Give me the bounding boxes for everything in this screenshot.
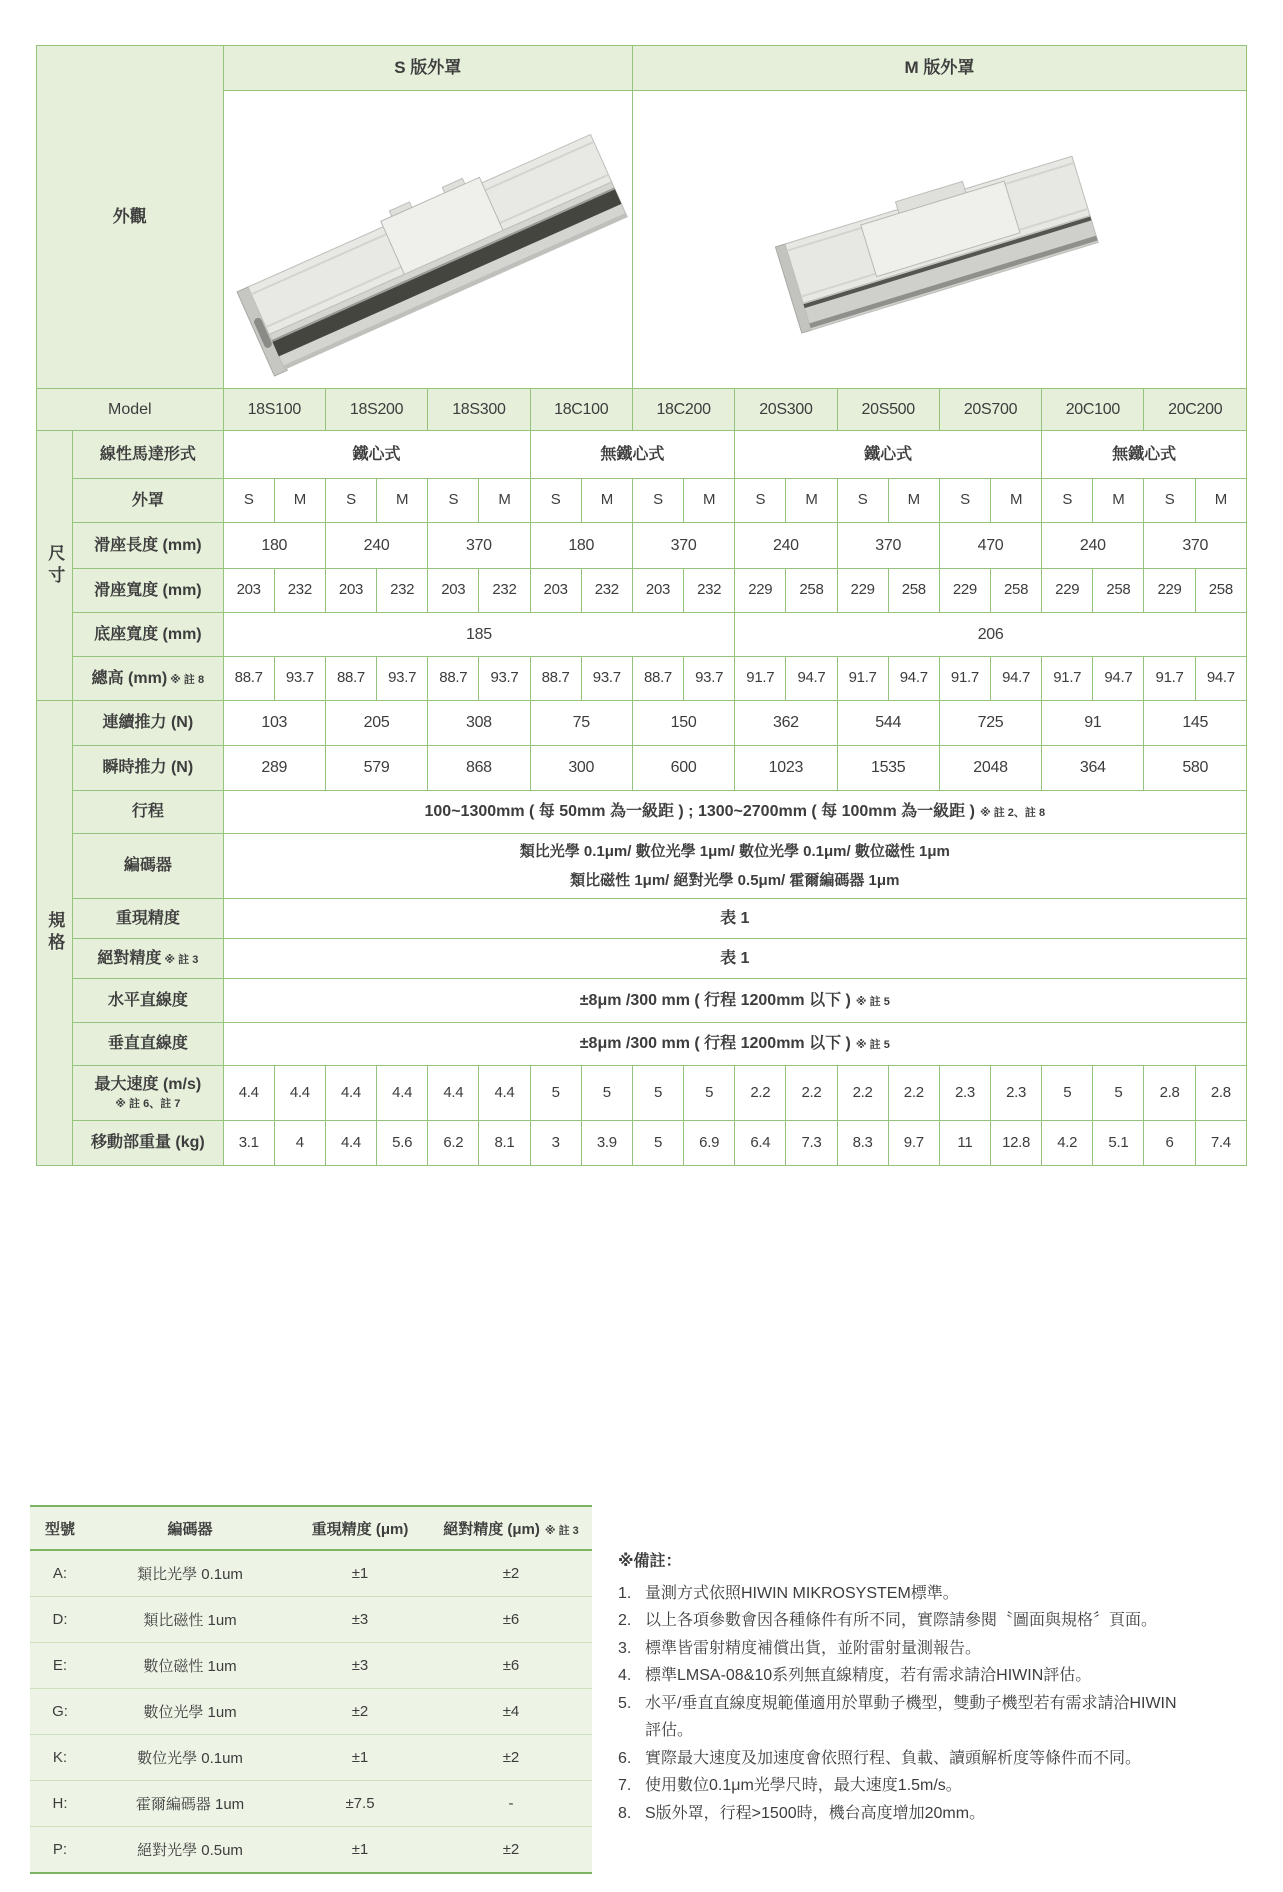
value-cell: M xyxy=(274,479,325,523)
row-label-note: ※ 註 6、註 7 xyxy=(115,1097,181,1110)
model-cell: 18S300 xyxy=(428,389,530,431)
spec-row-slider_width xyxy=(37,569,1247,613)
encoder-table-row xyxy=(30,1735,592,1781)
model-cell: 20S300 xyxy=(735,389,837,431)
encoder-code-cell: P: xyxy=(52,1841,68,1858)
value-cell: 7.3 xyxy=(786,1121,837,1166)
row-label-base_width: 底座寬度 (mm) xyxy=(73,613,223,657)
value-cell: S xyxy=(837,479,888,523)
value-cell: 370 xyxy=(428,523,530,569)
value-cell: 232 xyxy=(479,569,530,613)
value-cell: 93.7 xyxy=(479,657,530,701)
encoder-repeat-cell: ±2 xyxy=(290,1689,430,1735)
encoder-code-cell: G: xyxy=(30,1689,90,1735)
value-cell: 88.7 xyxy=(223,657,274,701)
value-cell: 580 xyxy=(1144,746,1247,791)
value-cell: 206 xyxy=(735,613,1247,657)
value-cell: 308 xyxy=(428,701,530,746)
value-cell: 4.4 xyxy=(223,1066,274,1121)
encoder-absolute-cell: ±2 xyxy=(502,1841,520,1858)
value-cell: 229 xyxy=(837,569,888,613)
value-cell: 2.2 xyxy=(837,1066,888,1121)
note-number: 7. xyxy=(618,1777,632,1794)
value-cell: 2.2 xyxy=(888,1066,939,1121)
encoder-repeat-cell: ±1 xyxy=(290,1550,430,1597)
value-cell: 362 xyxy=(735,701,837,746)
value-cell: 4.4 xyxy=(325,1066,376,1121)
value-cell: 88.7 xyxy=(632,657,683,701)
encoder-code-cell: D: xyxy=(30,1597,90,1643)
value-cell: 229 xyxy=(1144,569,1195,613)
value-cell: S xyxy=(632,479,683,523)
value-cell: 表 1 xyxy=(223,939,1246,979)
encoder-code-cell: E: xyxy=(30,1643,90,1689)
note-number: 6. xyxy=(618,1749,632,1767)
value-cell: 725 xyxy=(939,701,1041,746)
value-cell: 103 xyxy=(223,701,325,746)
value-cell: 4.2 xyxy=(1042,1121,1093,1166)
model-cell: 18S200 xyxy=(325,389,427,431)
value-cell: 6 xyxy=(1144,1121,1195,1166)
value-cell: ±8μm /300 mm ( 行程 1200mm 以下 ) ※ 註 5 xyxy=(223,1023,1246,1066)
notes-block xyxy=(618,1548,1178,1827)
value-cell: 91.7 xyxy=(1144,657,1195,701)
value-cell: 2.8 xyxy=(1144,1066,1195,1121)
model-row xyxy=(37,389,1247,431)
spec-row-v_straight xyxy=(37,1023,1247,1066)
encoder-encoder-cell: 絕對光學 0.5um xyxy=(137,1842,243,1859)
note-text: 量測方式依照HIWIN MIKROSYSTEM標準。 xyxy=(645,1584,959,1602)
value-cell: 229 xyxy=(1042,569,1093,613)
value-cell: 203 xyxy=(530,569,581,613)
value-cell: 94.7 xyxy=(1093,657,1144,701)
value-cell: 3.9 xyxy=(581,1121,632,1166)
encoder-accuracy-table xyxy=(30,1505,592,1874)
value-cell: 145 xyxy=(1144,701,1247,746)
value-cell: 229 xyxy=(939,569,990,613)
encoder-accuracy-table-wrap xyxy=(30,1505,592,1874)
encoder-absolute-cell: ±2 xyxy=(430,1735,592,1781)
value-cell: M xyxy=(1195,479,1246,523)
spec-row-stroke xyxy=(37,791,1247,834)
encoder-encoder-cell: 類比光學 0.1um xyxy=(90,1550,290,1597)
value-cell: M xyxy=(1093,479,1144,523)
spec-row-base_width xyxy=(37,613,1247,657)
note-item xyxy=(618,1690,1178,1745)
spec-row-moving_weight xyxy=(37,1121,1247,1166)
value-cell: 無鐵心式 xyxy=(1042,431,1247,479)
spec-row-cover xyxy=(37,479,1247,523)
value-cell: 93.7 xyxy=(581,657,632,701)
spec-row-abs_acc xyxy=(37,939,1247,979)
value-cell: 88.7 xyxy=(325,657,376,701)
model-cell: 18C200 xyxy=(632,389,734,431)
cover-header-row xyxy=(37,46,1247,91)
value-cell: 258 xyxy=(888,569,939,613)
encoder-code-cell: K: xyxy=(30,1735,90,1781)
value-cell: 12.8 xyxy=(991,1121,1042,1166)
row-label-h_straight: 水平直線度 xyxy=(73,979,223,1023)
s-cover-product-image xyxy=(226,95,630,385)
note-text: 實際最大速度及加速度會依照行程、負載、讀頭解析度等條件而不同。 xyxy=(645,1749,1142,1767)
spec-row-motor_type xyxy=(37,431,1247,479)
row-label-cont_force: 連續推力 (N) xyxy=(73,701,223,746)
value-cell: 93.7 xyxy=(274,657,325,701)
value-cell: 258 xyxy=(786,569,837,613)
encoder-absolute-cell: - xyxy=(430,1781,592,1827)
model-cell: 20C200 xyxy=(1144,389,1247,431)
value-cell: 868 xyxy=(428,746,530,791)
value-cell: M xyxy=(888,479,939,523)
value-cell: 6.2 xyxy=(428,1121,479,1166)
value-cell: 3 xyxy=(530,1121,581,1166)
encoder-table-header: 重現精度 (μm) xyxy=(290,1506,430,1550)
note-item xyxy=(618,1607,1178,1635)
value-cell: 364 xyxy=(1042,746,1144,791)
value-cell: 4 xyxy=(274,1121,325,1166)
encoder-table-header: 型號 xyxy=(30,1506,90,1550)
value-cell: S xyxy=(1144,479,1195,523)
model-cell: 20S700 xyxy=(939,389,1041,431)
value-cell: 180 xyxy=(530,523,632,569)
value-cell: S xyxy=(939,479,990,523)
encoder-table-row xyxy=(30,1827,592,1874)
value-cell: 203 xyxy=(223,569,274,613)
value-cell: 91 xyxy=(1042,701,1144,746)
value-cell: 4.4 xyxy=(377,1066,428,1121)
value-cell: 91.7 xyxy=(735,657,786,701)
note-item xyxy=(618,1635,1178,1663)
value-cell: 1535 xyxy=(837,746,939,791)
value-cell: 6.4 xyxy=(735,1121,786,1166)
model-cell: 18C100 xyxy=(530,389,632,431)
value-cell: 4.4 xyxy=(479,1066,530,1121)
header-note: ※ 註 3 xyxy=(544,1524,579,1537)
row-label-note: ※ 註 8 xyxy=(170,673,205,686)
encoder-encoder-cell: 類比磁性 1um xyxy=(90,1597,290,1643)
note-number: 1. xyxy=(618,1584,632,1602)
m-cover-product-image xyxy=(759,140,1119,340)
value-cell: S xyxy=(223,479,274,523)
value-cell: 370 xyxy=(1144,523,1247,569)
value-cell: 258 xyxy=(991,569,1042,613)
value-cell: 4.4 xyxy=(325,1121,376,1166)
spec-row-total_height xyxy=(37,657,1247,701)
value-cell: ±8μm /300 mm ( 行程 1200mm 以下 ) ※ 註 5 xyxy=(223,979,1246,1023)
row-label-slider_length: 滑座長度 (mm) xyxy=(73,523,223,569)
row-label-cover: 外罩 xyxy=(73,479,223,523)
value-cell: 91.7 xyxy=(1042,657,1093,701)
note-number: 2. xyxy=(618,1612,632,1629)
s-cover-header: S 版外罩 xyxy=(223,46,632,91)
encoder-repeat-cell: ±3 xyxy=(290,1643,430,1689)
note-text: 標準皆雷射精度補償出貨，並附雷射量測報告。 xyxy=(645,1639,982,1657)
value-cell: 94.7 xyxy=(786,657,837,701)
value-cell: 240 xyxy=(325,523,427,569)
value-cell: 5 xyxy=(1093,1066,1144,1121)
value-cell: 5.6 xyxy=(377,1121,428,1166)
m-cover-header: M 版外罩 xyxy=(632,46,1246,91)
model-row-label: Model xyxy=(37,389,224,431)
encoder-table-header: 絕對精度 (μm) ※ 註 3 xyxy=(430,1506,592,1550)
note-number: 3. xyxy=(618,1639,632,1657)
value-cell xyxy=(223,834,1246,899)
section-label-specs: 規格 xyxy=(37,701,73,1166)
value-cell: 4.4 xyxy=(274,1066,325,1121)
value-cell: 5.1 xyxy=(1093,1121,1144,1166)
encoder-encoder-cell: 數位磁性 1um xyxy=(90,1643,290,1689)
row-label-moving_weight: 移動部重量 (kg) xyxy=(73,1121,223,1166)
note-text: 以上各項參數會因各種條件有所不同，實際請參閱〝圖面與規格〞頁面。 xyxy=(645,1612,1158,1629)
value-cell: 2.2 xyxy=(735,1066,786,1121)
value-cell: 5 xyxy=(581,1066,632,1121)
encoder-option-line: 類比磁性 1μm/ 絕對光學 0.5μm/ 霍爾編碼器 1μm xyxy=(570,872,900,889)
value-cell: 185 xyxy=(223,613,735,657)
model-cell: 20S500 xyxy=(837,389,939,431)
value-cell: 240 xyxy=(735,523,837,569)
value-cell: 鐵心式 xyxy=(735,431,1042,479)
model-cell: 20C100 xyxy=(1042,389,1144,431)
value-cell: 91.7 xyxy=(837,657,888,701)
value-cell: 93.7 xyxy=(377,657,428,701)
spec-row-encoder xyxy=(37,834,1247,899)
note-text: 標準LMSA-08&10系列無直線精度，若有需求請洽HIWIN評估。 xyxy=(645,1667,1092,1684)
value-cell: 232 xyxy=(377,569,428,613)
encoder-repeat-cell: ±1 xyxy=(351,1841,369,1858)
value-cell: 5 xyxy=(632,1066,683,1121)
row-label-max_speed: 最大速度 (m/s) ※ 註 6、註 7 xyxy=(73,1066,223,1121)
value-cell: 無鐵心式 xyxy=(530,431,735,479)
value-cell: 94.7 xyxy=(991,657,1042,701)
value-cell: 9.7 xyxy=(888,1121,939,1166)
spec-row-cont_force xyxy=(37,701,1247,746)
encoder-table-row xyxy=(30,1550,592,1597)
note-item xyxy=(618,1745,1178,1773)
appearance-label: 外觀 xyxy=(37,46,224,389)
model-cell: 18S100 xyxy=(223,389,325,431)
value-cell: 鐵心式 xyxy=(223,431,530,479)
spec-row-h_straight xyxy=(37,979,1247,1023)
encoder-table-row xyxy=(30,1597,592,1643)
value-cell: 7.4 xyxy=(1195,1121,1246,1166)
value-cell: S xyxy=(530,479,581,523)
value-note: ※ 註 2、註 8 xyxy=(979,807,1046,819)
value-cell: 205 xyxy=(325,701,427,746)
encoder-code-cell: A: xyxy=(30,1550,90,1597)
value-cell: 240 xyxy=(1042,523,1144,569)
encoder-absolute-cell: ±6 xyxy=(430,1597,592,1643)
value-cell: 2.8 xyxy=(1195,1066,1246,1121)
s-cover-image-cell xyxy=(223,91,632,389)
value-cell: 5 xyxy=(530,1066,581,1121)
value-cell: M xyxy=(581,479,632,523)
value-cell: S xyxy=(325,479,376,523)
value-cell: M xyxy=(479,479,530,523)
value-note: ※ 註 5 xyxy=(855,995,890,1008)
value-cell: 232 xyxy=(274,569,325,613)
value-cell: 8.3 xyxy=(837,1121,888,1166)
encoder-table-row xyxy=(30,1643,592,1689)
value-cell: 88.7 xyxy=(530,657,581,701)
note-number: 8. xyxy=(618,1804,632,1822)
value-cell: 11 xyxy=(939,1121,990,1166)
value-cell: M xyxy=(377,479,428,523)
value-cell: 232 xyxy=(684,569,735,613)
section-label-dimensions: 尺寸 xyxy=(37,431,73,701)
value-cell: S xyxy=(428,479,479,523)
value-cell: 289 xyxy=(223,746,325,791)
value-cell: 3.1 xyxy=(223,1121,274,1166)
note-number: 5. xyxy=(618,1694,632,1712)
value-cell: 2048 xyxy=(939,746,1041,791)
encoder-repeat-cell: ±7.5 xyxy=(290,1781,430,1827)
encoder-encoder-cell: 數位光學 1um xyxy=(90,1689,290,1735)
row-label-note: ※ 註 3 xyxy=(164,953,199,966)
value-cell: 203 xyxy=(325,569,376,613)
notes-list xyxy=(618,1580,1178,1828)
value-cell: 5 xyxy=(1042,1066,1093,1121)
note-item xyxy=(618,1662,1178,1690)
spec-row-peak_force xyxy=(37,746,1247,791)
value-cell: 470 xyxy=(939,523,1041,569)
encoder-code-cell: H: xyxy=(30,1781,90,1827)
note-text: S版外罩，行程>1500時，機台高度增加20mm。 xyxy=(645,1804,986,1822)
note-item xyxy=(618,1800,1178,1828)
row-label-abs_acc: 絕對精度 ※ 註 3 xyxy=(73,939,223,979)
value-cell: 300 xyxy=(530,746,632,791)
value-cell: 370 xyxy=(837,523,939,569)
value-cell: 180 xyxy=(223,523,325,569)
value-cell: 258 xyxy=(1093,569,1144,613)
note-text: 使用數位0.1μm光學尺時，最大速度1.5m/s。 xyxy=(645,1777,962,1794)
value-cell: 88.7 xyxy=(428,657,479,701)
value-cell: 370 xyxy=(632,523,734,569)
value-cell: 203 xyxy=(428,569,479,613)
value-cell: 75 xyxy=(530,701,632,746)
value-cell: 203 xyxy=(632,569,683,613)
value-cell: 91.7 xyxy=(939,657,990,701)
value-cell: M xyxy=(786,479,837,523)
value-cell: 94.7 xyxy=(1195,657,1246,701)
value-cell: 2.3 xyxy=(991,1066,1042,1121)
value-cell: 8.1 xyxy=(479,1121,530,1166)
spec-row-max_speed xyxy=(37,1066,1247,1121)
row-label-slider_width: 滑座寬度 (mm) xyxy=(73,569,223,613)
value-cell: 150 xyxy=(632,701,734,746)
row-label-repeat_acc: 重現精度 xyxy=(73,899,223,939)
value-cell: S xyxy=(735,479,786,523)
value-cell: M xyxy=(991,479,1042,523)
value-cell: S xyxy=(1042,479,1093,523)
value-cell: 100~1300mm ( 每 50mm 為一級距 ) ; 1300~2700mm ( 每 100mm 為一級距 ) ※ 註 2、註 8 xyxy=(223,791,1246,834)
value-cell: 5 xyxy=(632,1121,683,1166)
encoder-absolute-cell: ±6 xyxy=(430,1643,592,1689)
main-table-wrap xyxy=(36,45,1247,1166)
value-cell: 600 xyxy=(632,746,734,791)
value-cell: 1023 xyxy=(735,746,837,791)
encoder-absolute-cell: ±4 xyxy=(430,1689,592,1735)
encoder-table-row xyxy=(30,1781,592,1827)
value-cell: 232 xyxy=(581,569,632,613)
encoder-table-row xyxy=(30,1689,592,1735)
value-cell: 579 xyxy=(325,746,427,791)
value-cell: 4.4 xyxy=(428,1066,479,1121)
row-label-encoder: 編碼器 xyxy=(73,834,223,899)
value-cell: 2.2 xyxy=(786,1066,837,1121)
value-cell: 258 xyxy=(1195,569,1246,613)
encoder-table-header: 編碼器 xyxy=(90,1506,290,1550)
main-spec-table xyxy=(36,45,1247,1166)
value-cell: 94.7 xyxy=(888,657,939,701)
value-note: ※ 註 5 xyxy=(855,1039,890,1051)
value-cell: 表 1 xyxy=(223,899,1246,939)
encoder-encoder-cell: 數位光學 0.1um xyxy=(90,1735,290,1781)
value-cell: 5 xyxy=(684,1066,735,1121)
m-cover-image-cell xyxy=(632,91,1246,389)
encoder-encoder-cell: 霍爾編碼器 1um xyxy=(90,1781,290,1827)
encoder-absolute-cell: ±2 xyxy=(430,1550,592,1597)
spec-row-slider_length xyxy=(37,523,1247,569)
spec-row-repeat_acc xyxy=(37,899,1247,939)
row-label-peak_force: 瞬時推力 (N) xyxy=(73,746,223,791)
encoder-table-header-row xyxy=(30,1506,592,1550)
note-text: 水平/垂直直線度規範僅適用於單動子機型，雙動子機型若有需求請洽HIWIN評估。 xyxy=(645,1694,1177,1739)
row-label-motor_type: 線性馬達形式 xyxy=(73,431,223,479)
value-cell: 2.3 xyxy=(939,1066,990,1121)
encoder-option-line: 類比光學 0.1μm/ 數位光學 1μm/ 數位光學 0.1μm/ 數位磁性 1μm xyxy=(519,842,950,860)
row-label-stroke: 行程 xyxy=(73,791,223,834)
value-cell: M xyxy=(684,479,735,523)
value-cell: 229 xyxy=(735,569,786,613)
notes-title: ※備註： xyxy=(618,1553,682,1570)
row-label-total_height: 總高 (mm) ※ 註 8 xyxy=(73,657,223,701)
note-item xyxy=(618,1772,1178,1800)
encoder-repeat-cell: ±1 xyxy=(290,1735,430,1781)
value-cell: 93.7 xyxy=(684,657,735,701)
encoder-repeat-cell: ±3 xyxy=(290,1597,430,1643)
row-label-v_straight: 垂直直線度 xyxy=(73,1023,223,1066)
note-number: 4. xyxy=(618,1667,632,1684)
value-cell: 6.9 xyxy=(684,1121,735,1166)
note-item xyxy=(618,1580,1178,1608)
value-cell: 544 xyxy=(837,701,939,746)
